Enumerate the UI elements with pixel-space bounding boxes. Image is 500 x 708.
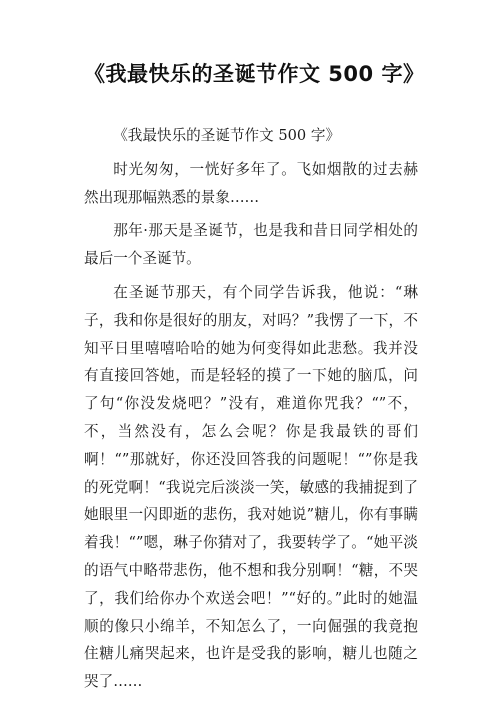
paragraph-3: 那年·那天是圣诞节，也是我和昔日同学相处的最后一个圣诞节。 [84,222,418,268]
paragraph-1: 《我最快乐的圣诞节作文 500 字》 [113,127,341,144]
paragraph-4: 在圣诞节那天，有个同学告诉我，他说：“琳子，我和你是很好的朋友，对吗？”我愣了一下，不知平日里嘻嘻哈哈的她为何变得如此悲愁。我并没有直接回答她，而是轻轻的摸了一下她的脑瓜，问了句“你没发烧吧？”没有，难道你咒我？“”不，不，当然没有，怎么会呢？你是我最铁的哥们啊！“”那就好，你还没回答我的问题呢！“”你是我的死党啊！“我说完后淡淡一笑，敏感的我捕捉到了她眼里一闪即逝的悲伤，我对她说”糖儿，你有事瞒着我！“”嗯，琳子你猜对了，我要转学了。“她平淡的语气中略带悲伤，他不想和我分别啊！“糖，不哭了，我们给你办个欢送会吧！”“好的。”此时的她温顺的像只小绵羊，不知怎么了，一向倔强的我竟抱住糖儿痛哭起来，也许是受我的影响，糖儿也随之哭了…… [84,283,418,691]
document-body [84,122,418,696]
paragraph-2: 时光匆匆，一恍好多年了。飞如烟散的过去赫然出现那幅熟悉的景象…… [84,160,418,206]
document-title: 《我最快乐的圣诞节作文 500 字》 [84,62,425,86]
